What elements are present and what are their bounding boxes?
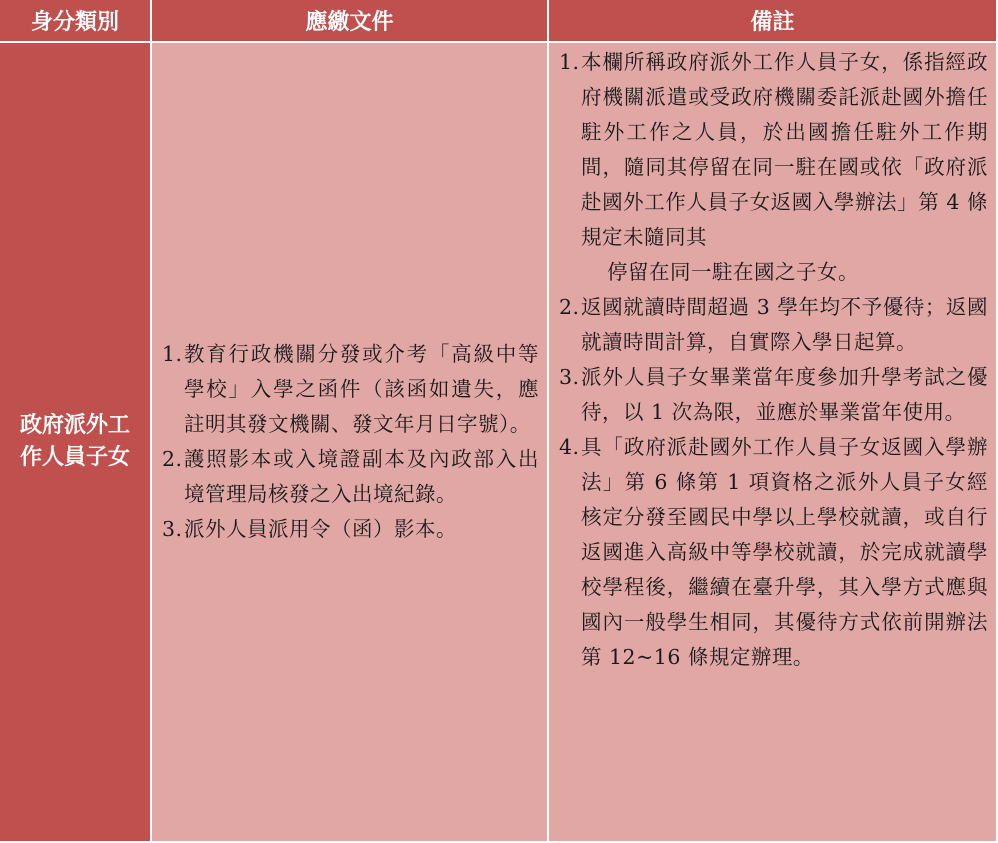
remark-item [559,45,988,290]
document-item-text: 護照影本或入境證副本及內政部入出境管理局核發之入出境紀錄。 [184,447,539,506]
document-item [162,337,539,442]
document-item [162,512,539,547]
document-item-number: 2. [162,447,183,471]
remark-item-text: 具「政府派赴國外工作人員子女返國入學辦法」第 6 條第 1 項資格之派外人員子女經核定分發至國民中學以上學校就讀，或自行返國進入高級中等學校就讀，於完成就讀學校學程後，繼續在臺升學，其入學方式應與國內一般學生相同，其優待方式依前開辦法第 12~16 條規定辦理。 [581,435,988,669]
document-item-text: 派外人員派用令（函）影本。 [184,517,457,541]
category-label: 政府派外工作人員子女 [19,413,130,470]
header-identity-category: 身分類別 [0,0,152,43]
document-item-number: 3. [162,517,183,541]
remarks-cell [549,43,998,843]
remark-item-text: 返國就讀時間超過 3 學年均不予優待；返國就讀時間計算，自實際入學日起算。 [581,295,988,354]
document-item [162,442,539,512]
category-cell [0,43,152,843]
remark-item [559,430,988,675]
remark-item-number: 2. [559,295,580,319]
remark-item-number: 3. [559,365,580,389]
header-required-documents: 應繳文件 [152,0,549,43]
remark-item [559,290,988,360]
remark-item-text: 派外人員子女畢業當年度參加升學考試之優待，以 1 次為限，並應於畢業當年使用。 [581,365,988,424]
document-item-text: 教育行政機關分發或介考「高級中等學校」入學之函件（該函如遺失，應註明其發文機關、發文年月日字號）。 [184,342,539,436]
remark-item-number: 1. [559,50,580,74]
remark-item-text: 本欄所稱政府派外工作人員子女，係指經政府機關派遣或受政府機關委託派赴國外擔任駐外工作之人員，於出國擔任駐外工作期間，隨同其停留在同一駐在國或依「政府派赴國外工作人員子女返國入學辦法」第 4 條規定未隨同其 [581,50,988,249]
document-item-number: 1. [162,342,183,366]
header-remarks: 備註 [549,0,998,43]
remarks-list [559,45,988,675]
remark-item-continuation: 停留在同一駐在國之子女。 [607,260,859,284]
documents-cell [152,43,549,843]
documents-list [162,337,539,547]
remark-item [559,360,988,430]
remark-item-number: 4. [559,435,580,459]
